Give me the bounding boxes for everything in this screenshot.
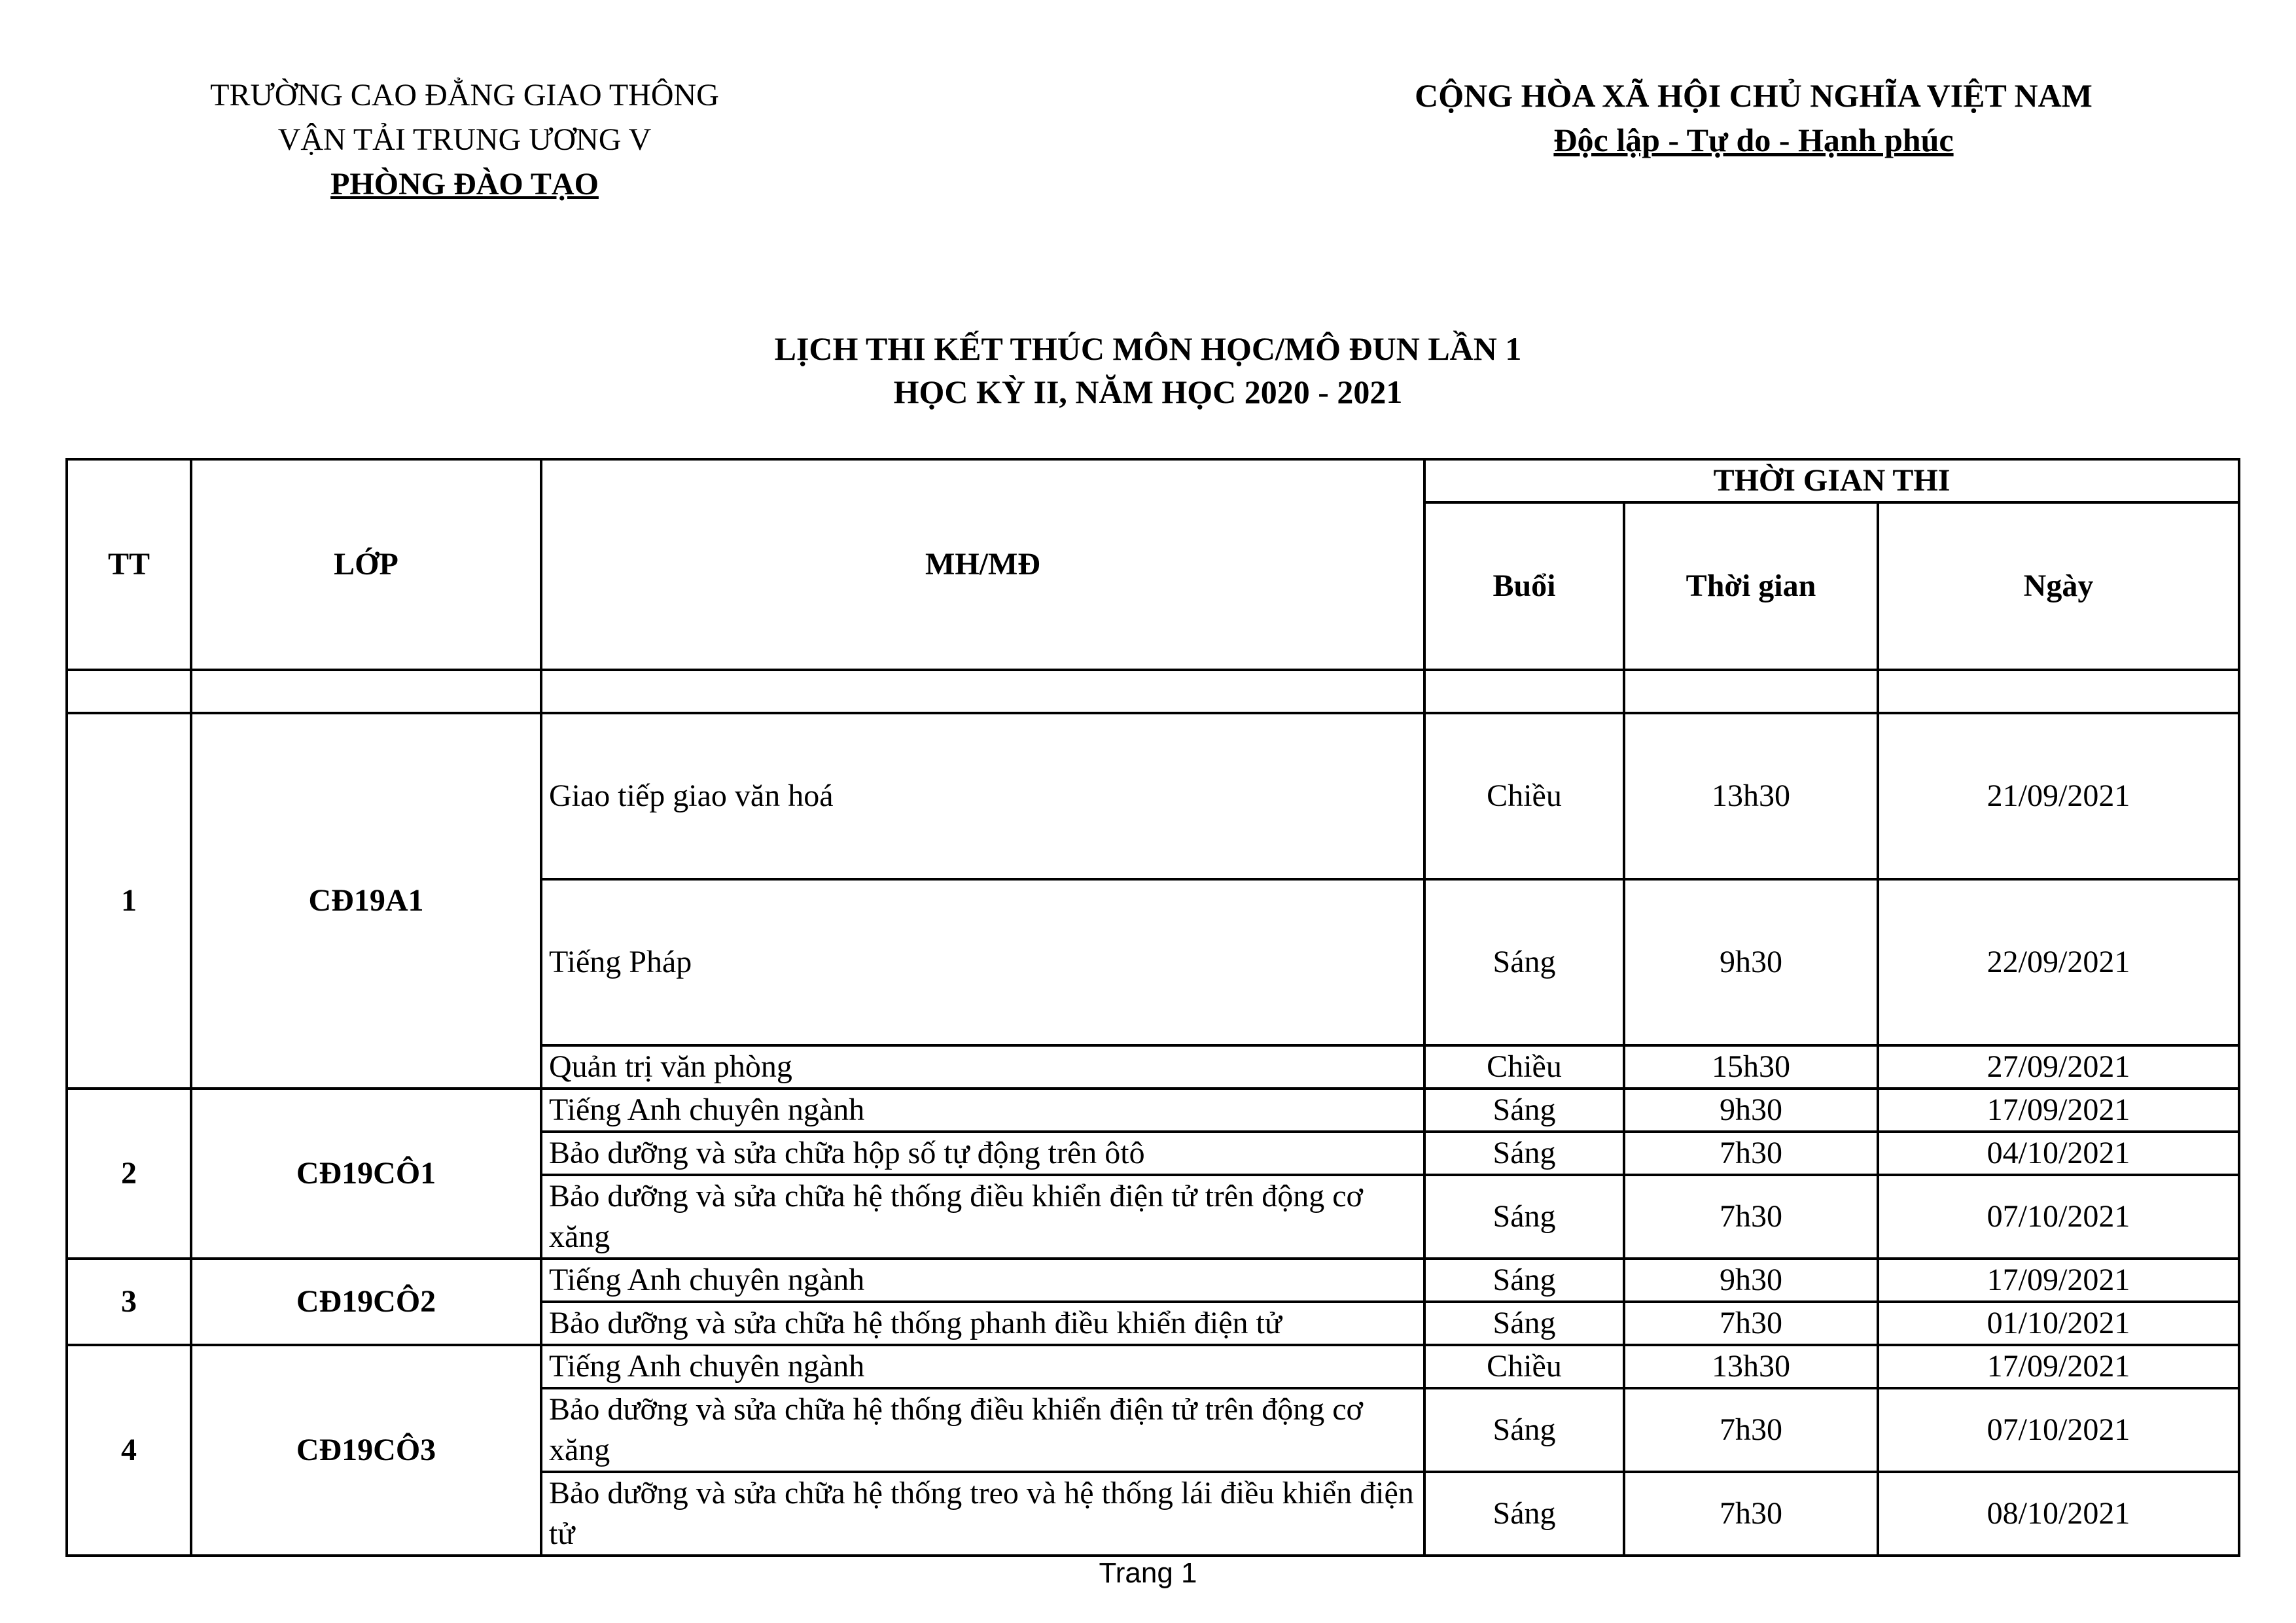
school-header xyxy=(150,73,779,207)
national-header xyxy=(1335,73,2172,162)
table-row xyxy=(67,1089,2239,1132)
row-session: Sáng xyxy=(1424,1472,1624,1556)
header-thoi-gian-thi: THỜI GIAN THI xyxy=(1424,459,2239,502)
school-name-line2: VẬN TẢI TRUNG ƯƠNG V xyxy=(277,122,652,157)
header-thoi-gian: Thời gian xyxy=(1624,502,1878,670)
row-session: Chiều xyxy=(1424,1345,1624,1388)
row-subject: Bảo dưỡng và sửa chữa hệ thống phanh điều khiển điện tử xyxy=(541,1302,1424,1345)
header-ngay: Ngày xyxy=(1878,502,2239,670)
row-tt: 4 xyxy=(67,1345,191,1556)
row-subject: Tiếng Anh chuyên ngành xyxy=(541,1259,1424,1302)
row-date: 17/09/2021 xyxy=(1878,1259,2239,1302)
row-time: 7h30 xyxy=(1624,1388,1878,1472)
row-date: 21/09/2021 xyxy=(1878,713,2239,879)
row-time: 15h30 xyxy=(1624,1045,1878,1089)
national-motto: Độc lập - Tự do - Hạnh phúc xyxy=(1553,122,1954,158)
row-subject: Bảo dưỡng và sửa chữa hộp số tự động trên ôtô xyxy=(541,1132,1424,1175)
row-date: 04/10/2021 xyxy=(1878,1132,2239,1175)
page-number: Trang 1 xyxy=(1099,1557,1197,1589)
row-session: Sáng xyxy=(1424,1259,1624,1302)
row-date: 17/09/2021 xyxy=(1878,1345,2239,1388)
table-row xyxy=(67,1259,2239,1302)
row-time: 9h30 xyxy=(1624,1089,1878,1132)
row-time: 13h30 xyxy=(1624,1345,1878,1388)
row-session: Chiều xyxy=(1424,1045,1624,1089)
school-name-line1: TRƯỜNG CAO ĐẲNG GIAO THÔNG xyxy=(210,78,719,113)
row-subject: Tiếng Pháp xyxy=(541,879,1424,1045)
row-subject: Quản trị văn phòng xyxy=(541,1045,1424,1089)
row-time: 7h30 xyxy=(1624,1132,1878,1175)
row-subject: Bảo dưỡng và sửa chữa hệ thống điều khiển điện tử trên động cơ xăng xyxy=(541,1388,1424,1472)
department-name: PHÒNG ĐÀO TẠO xyxy=(330,167,599,201)
row-session: Chiều xyxy=(1424,713,1624,879)
row-time: 7h30 xyxy=(1624,1472,1878,1556)
row-subject: Tiếng Anh chuyên ngành xyxy=(541,1345,1424,1388)
header-tt: TT xyxy=(67,459,191,670)
row-tt: 2 xyxy=(67,1089,191,1259)
row-class: CĐ19CÔ3 xyxy=(191,1345,541,1556)
row-date: 27/09/2021 xyxy=(1878,1045,2239,1089)
row-class: CĐ19CÔ2 xyxy=(191,1259,541,1345)
row-session: Sáng xyxy=(1424,1089,1624,1132)
header-buoi: Buổi xyxy=(1424,502,1624,670)
title-line2: HỌC KỲ II, NĂM HỌC 2020 - 2021 xyxy=(893,374,1403,410)
header-mhmd: MH/MĐ xyxy=(541,459,1424,670)
row-subject: Bảo dưỡng và sửa chữa hệ thống điều khiển điện tử trên động cơ xăng xyxy=(541,1175,1424,1259)
row-date: 07/10/2021 xyxy=(1878,1175,2239,1259)
row-time: 7h30 xyxy=(1624,1175,1878,1259)
row-time: 13h30 xyxy=(1624,713,1878,879)
row-class: CĐ19A1 xyxy=(191,713,541,1089)
row-session: Sáng xyxy=(1424,1388,1624,1472)
row-subject: Bảo dưỡng và sửa chữa hệ thống treo và hệ thống lái điều khiển điện tử xyxy=(541,1472,1424,1556)
row-session: Sáng xyxy=(1424,879,1624,1045)
row-tt: 1 xyxy=(67,713,191,1089)
exam-schedule-table xyxy=(65,458,2240,1557)
national-name: CỘNG HÒA XÃ HỘI CHỦ NGHĨA VIỆT NAM xyxy=(1415,77,2093,114)
row-date: 22/09/2021 xyxy=(1878,879,2239,1045)
table-row xyxy=(67,1345,2239,1388)
row-session: Sáng xyxy=(1424,1302,1624,1345)
row-date: 07/10/2021 xyxy=(1878,1388,2239,1472)
row-date: 01/10/2021 xyxy=(1878,1302,2239,1345)
row-time: 7h30 xyxy=(1624,1302,1878,1345)
row-subject: Giao tiếp giao văn hoá xyxy=(541,713,1424,879)
row-class: CĐ19CÔ1 xyxy=(191,1089,541,1259)
row-session: Sáng xyxy=(1424,1175,1624,1259)
header-lop: LỚP xyxy=(191,459,541,670)
row-date: 08/10/2021 xyxy=(1878,1472,2239,1556)
table-row xyxy=(67,713,2239,879)
row-session: Sáng xyxy=(1424,1132,1624,1175)
row-tt: 3 xyxy=(67,1259,191,1345)
row-date: 17/09/2021 xyxy=(1878,1089,2239,1132)
document-title xyxy=(0,327,2296,413)
title-line1: LỊCH THI KẾT THÚC MÔN HỌC/MÔ ĐUN LẦN 1 xyxy=(774,330,1522,367)
spacer-row xyxy=(67,670,2239,713)
row-subject: Tiếng Anh chuyên ngành xyxy=(541,1089,1424,1132)
row-time: 9h30 xyxy=(1624,1259,1878,1302)
row-time: 9h30 xyxy=(1624,879,1878,1045)
